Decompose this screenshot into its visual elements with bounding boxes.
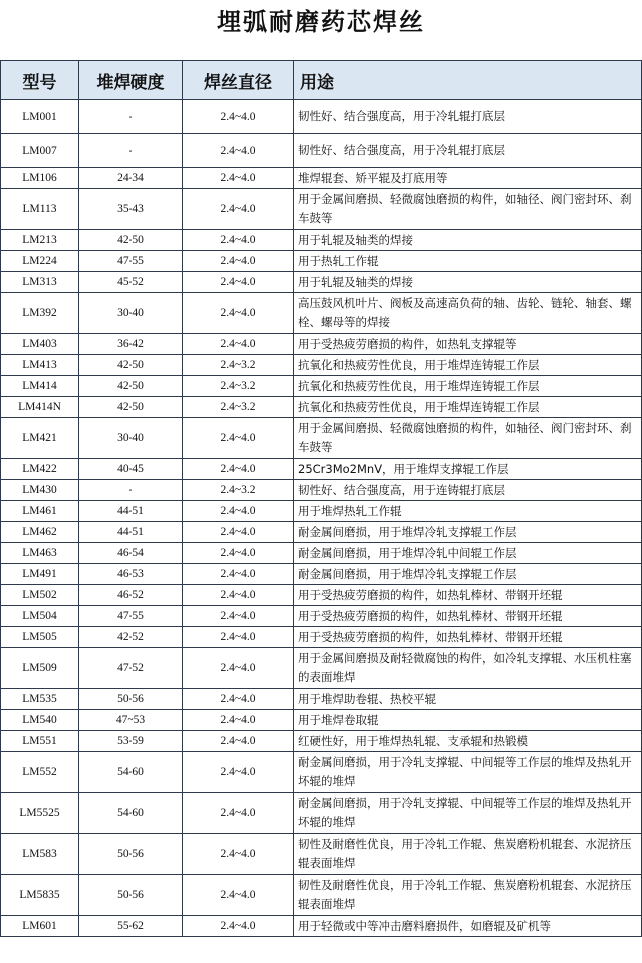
cell-hardness: 50-56	[79, 875, 183, 916]
table-row	[1, 168, 642, 189]
table-row	[1, 606, 642, 627]
cell-diameter: 2.4~4.0	[183, 564, 294, 585]
cell-hardness: 36-42	[79, 334, 183, 355]
table-header-row	[1, 61, 642, 100]
cell-model: LM430	[1, 480, 79, 501]
table-row	[1, 397, 642, 418]
cell-use: 耐金属间磨损，用于冷轧支撑辊、中间辊等工作层的堆焊及热轧开坏辊的堆焊	[294, 752, 642, 793]
table-row	[1, 875, 642, 916]
cell-hardness: 42-50	[79, 376, 183, 397]
cell-use: 耐金属间磨损，用于堆焊冷轧中间辊工作层	[294, 543, 642, 564]
cell-model: LM414	[1, 376, 79, 397]
table-row	[1, 522, 642, 543]
cell-diameter: 2.4~4.0	[183, 522, 294, 543]
cell-use: 耐金属间磨损，用于冷轧支撑辊、中间辊等工作层的堆焊及热轧开坏辊的堆焊	[294, 793, 642, 834]
table-body	[1, 100, 642, 937]
cell-diameter: 2.4~4.0	[183, 168, 294, 189]
cell-use: 高压鼓风机叶片、阀板及高速高负荷的轴、齿轮、链轮、轴套、螺栓、螺母等的焊接	[294, 293, 642, 334]
header-hardness: 堆焊硬度	[79, 61, 183, 100]
cell-use: 韧性及耐磨性优良，用于冷轧工作辊、焦炭磨粉机辊套、水泥挤压辊表面堆焊	[294, 834, 642, 875]
cell-model: LM001	[1, 100, 79, 134]
cell-use: 韧性及耐磨性优良，用于冷轧工作辊、焦炭磨粉机辊套、水泥挤压辊表面堆焊	[294, 875, 642, 916]
table-row	[1, 100, 642, 134]
cell-use: 用于轻微或中等冲击磨料磨损件，如磨辊及矿机等	[294, 916, 642, 937]
cell-model: LM540	[1, 710, 79, 731]
cell-hardness: 44-51	[79, 501, 183, 522]
header-model: 型号	[1, 61, 79, 100]
table-row	[1, 585, 642, 606]
table-row	[1, 251, 642, 272]
cell-model: LM535	[1, 689, 79, 710]
cell-diameter: 2.4~4.0	[183, 272, 294, 293]
cell-diameter: 2.4~4.0	[183, 627, 294, 648]
cell-diameter: 2.4~4.0	[183, 334, 294, 355]
cell-use: 用于堆焊卷取辊	[294, 710, 642, 731]
cell-diameter: 2.4~4.0	[183, 710, 294, 731]
table-row	[1, 731, 642, 752]
cell-hardness: 50-56	[79, 689, 183, 710]
cell-diameter: 2.4~4.0	[183, 418, 294, 459]
cell-model: LM213	[1, 230, 79, 251]
table-row	[1, 418, 642, 459]
cell-hardness: 45-52	[79, 272, 183, 293]
cell-diameter: 2.4~4.0	[183, 916, 294, 937]
cell-model: LM463	[1, 543, 79, 564]
cell-model: LM403	[1, 334, 79, 355]
cell-use: 韧性好、结合强度高，用于冷轧辊打底层	[294, 134, 642, 168]
cell-use: 用于堆焊助卷辊、热校平辊	[294, 689, 642, 710]
cell-model: LM421	[1, 418, 79, 459]
cell-hardness: 54-60	[79, 793, 183, 834]
cell-hardness: 42-50	[79, 230, 183, 251]
cell-hardness: 42-50	[79, 355, 183, 376]
cell-model: LM461	[1, 501, 79, 522]
cell-use: 用于受热疲劳磨损的构件，如热轧棒材、带钢开坯辊	[294, 627, 642, 648]
cell-diameter: 2.4~4.0	[183, 230, 294, 251]
cell-diameter: 2.4~4.0	[183, 251, 294, 272]
cell-model: LM551	[1, 731, 79, 752]
table-row	[1, 564, 642, 585]
cell-use: 韧性好、结合强度高，用于连铸辊打底层	[294, 480, 642, 501]
cell-model: LM5525	[1, 793, 79, 834]
cell-model: LM462	[1, 522, 79, 543]
cell-use: 抗氧化和热疲劳性优良，用于堆焊连铸辊工作层	[294, 376, 642, 397]
cell-model: LM224	[1, 251, 79, 272]
cell-use: 用于堆焊热轧工作辊	[294, 501, 642, 522]
cell-diameter: 2.4~4.0	[183, 834, 294, 875]
cell-diameter: 2.4~4.0	[183, 189, 294, 230]
table-row	[1, 834, 642, 875]
cell-diameter: 2.4~4.0	[183, 875, 294, 916]
cell-use: 红硬性好，用于堆焊热轧辊、支承辊和热锻模	[294, 731, 642, 752]
cell-use: 耐金属间磨损，用于堆焊冷轧支撑辊工作层	[294, 522, 642, 543]
table-row	[1, 459, 642, 480]
cell-use: 用于受热疲劳磨损的构件，如热轧支撑辊等	[294, 334, 642, 355]
cell-use: 韧性好、结合强度高，用于冷轧辊打底层	[294, 100, 642, 134]
cell-model: LM113	[1, 189, 79, 230]
table-row	[1, 230, 642, 251]
cell-diameter: 2.4~4.0	[183, 543, 294, 564]
cell-diameter: 2.4~4.0	[183, 585, 294, 606]
table-row	[1, 134, 642, 168]
cell-hardness: 55-62	[79, 916, 183, 937]
table-row	[1, 543, 642, 564]
table-row	[1, 916, 642, 937]
cell-model: LM413	[1, 355, 79, 376]
cell-diameter: 2.4~3.2	[183, 397, 294, 418]
cell-model: LM583	[1, 834, 79, 875]
cell-model: LM504	[1, 606, 79, 627]
table-row	[1, 355, 642, 376]
table-row	[1, 376, 642, 397]
table-row	[1, 293, 642, 334]
cell-use: 用于金属间磨损、轻微腐蚀磨损的构件，如轴径、阀门密封环、刹车鼓等	[294, 418, 642, 459]
cell-use: 用于受热疲劳磨损的构件，如热轧棒材、带钢开坯辊	[294, 585, 642, 606]
cell-model: LM552	[1, 752, 79, 793]
cell-use: 用于轧辊及轴类的焊接	[294, 230, 642, 251]
cell-model: LM509	[1, 648, 79, 689]
cell-hardness: 50-56	[79, 834, 183, 875]
cell-diameter: 2.4~4.0	[183, 648, 294, 689]
cell-use: 用于轧辊及轴类的焊接	[294, 272, 642, 293]
cell-hardness: 30-40	[79, 418, 183, 459]
cell-diameter: 2.4~4.0	[183, 293, 294, 334]
cell-model: LM491	[1, 564, 79, 585]
cell-hardness: -	[79, 134, 183, 168]
table-row	[1, 480, 642, 501]
cell-hardness: 35-43	[79, 189, 183, 230]
cell-use: 用于热轧工作辊	[294, 251, 642, 272]
cell-use: 堆焊辊套、矫平辊及打底用等	[294, 168, 642, 189]
cell-model: LM414N	[1, 397, 79, 418]
table-row	[1, 501, 642, 522]
cell-hardness: 53-59	[79, 731, 183, 752]
cell-hardness: -	[79, 480, 183, 501]
cell-hardness: 42-52	[79, 627, 183, 648]
page-title: 埋弧耐磨药芯焊丝	[217, 7, 425, 36]
cell-use: 用于金属间磨损及耐轻微腐蚀的构件，如冷轧支撑辊、水压机柱塞的表面堆焊	[294, 648, 642, 689]
cell-use: 用于金属间磨损、轻微腐蚀磨损的构件，如轴径、阀门密封环、刹车鼓等	[294, 189, 642, 230]
cell-hardness: 47-52	[79, 648, 183, 689]
cell-model: LM502	[1, 585, 79, 606]
cell-hardness: 47~53	[79, 710, 183, 731]
cell-diameter: 2.4~4.0	[183, 501, 294, 522]
table-row	[1, 627, 642, 648]
cell-diameter: 2.4~4.0	[183, 752, 294, 793]
spec-table	[0, 60, 642, 937]
table-row	[1, 189, 642, 230]
cell-diameter: 2.4~3.2	[183, 376, 294, 397]
cell-use: 用于受热疲劳磨损的构件，如热轧棒材、带钢开坯辊	[294, 606, 642, 627]
table-row	[1, 334, 642, 355]
table-row	[1, 710, 642, 731]
cell-hardness: 24-34	[79, 168, 183, 189]
cell-hardness: 54-60	[79, 752, 183, 793]
cell-model: LM601	[1, 916, 79, 937]
header-diameter: 焊丝直径	[183, 61, 294, 100]
cell-hardness: 42-50	[79, 397, 183, 418]
cell-model: LM5835	[1, 875, 79, 916]
cell-model: LM392	[1, 293, 79, 334]
cell-hardness: 47-55	[79, 606, 183, 627]
cell-model: LM313	[1, 272, 79, 293]
cell-model: LM505	[1, 627, 79, 648]
cell-model: LM007	[1, 134, 79, 168]
cell-model: LM106	[1, 168, 79, 189]
cell-diameter: 2.4~4.0	[183, 606, 294, 627]
cell-hardness: 30-40	[79, 293, 183, 334]
cell-hardness: 46-53	[79, 564, 183, 585]
cell-hardness: 47-55	[79, 251, 183, 272]
header-use: 用途	[294, 61, 642, 100]
cell-diameter: 2.4~4.0	[183, 731, 294, 752]
cell-diameter: 2.4~3.2	[183, 480, 294, 501]
table-row	[1, 752, 642, 793]
table-row	[1, 648, 642, 689]
cell-diameter: 2.4~4.0	[183, 100, 294, 134]
cell-use: 抗氧化和热疲劳性优良，用于堆焊连铸辊工作层	[294, 397, 642, 418]
cell-use: 抗氧化和热疲劳性优良，用于堆焊连铸辊工作层	[294, 355, 642, 376]
cell-diameter: 2.4~4.0	[183, 459, 294, 480]
cell-model: LM422	[1, 459, 79, 480]
table-row	[1, 272, 642, 293]
table-row	[1, 689, 642, 710]
table-row	[1, 793, 642, 834]
cell-hardness: 46-54	[79, 543, 183, 564]
cell-use: 耐金属间磨损，用于堆焊冷轧支撑辊工作层	[294, 564, 642, 585]
cell-use: 25Cr3Mo2MnV，用于堆焊支撑辊工作层	[294, 459, 642, 480]
cell-hardness: 40-45	[79, 459, 183, 480]
cell-hardness: 46-52	[79, 585, 183, 606]
cell-diameter: 2.4~3.2	[183, 355, 294, 376]
cell-hardness: 44-51	[79, 522, 183, 543]
cell-hardness: -	[79, 100, 183, 134]
cell-diameter: 2.4~4.0	[183, 689, 294, 710]
cell-diameter: 2.4~4.0	[183, 793, 294, 834]
cell-diameter: 2.4~4.0	[183, 134, 294, 168]
